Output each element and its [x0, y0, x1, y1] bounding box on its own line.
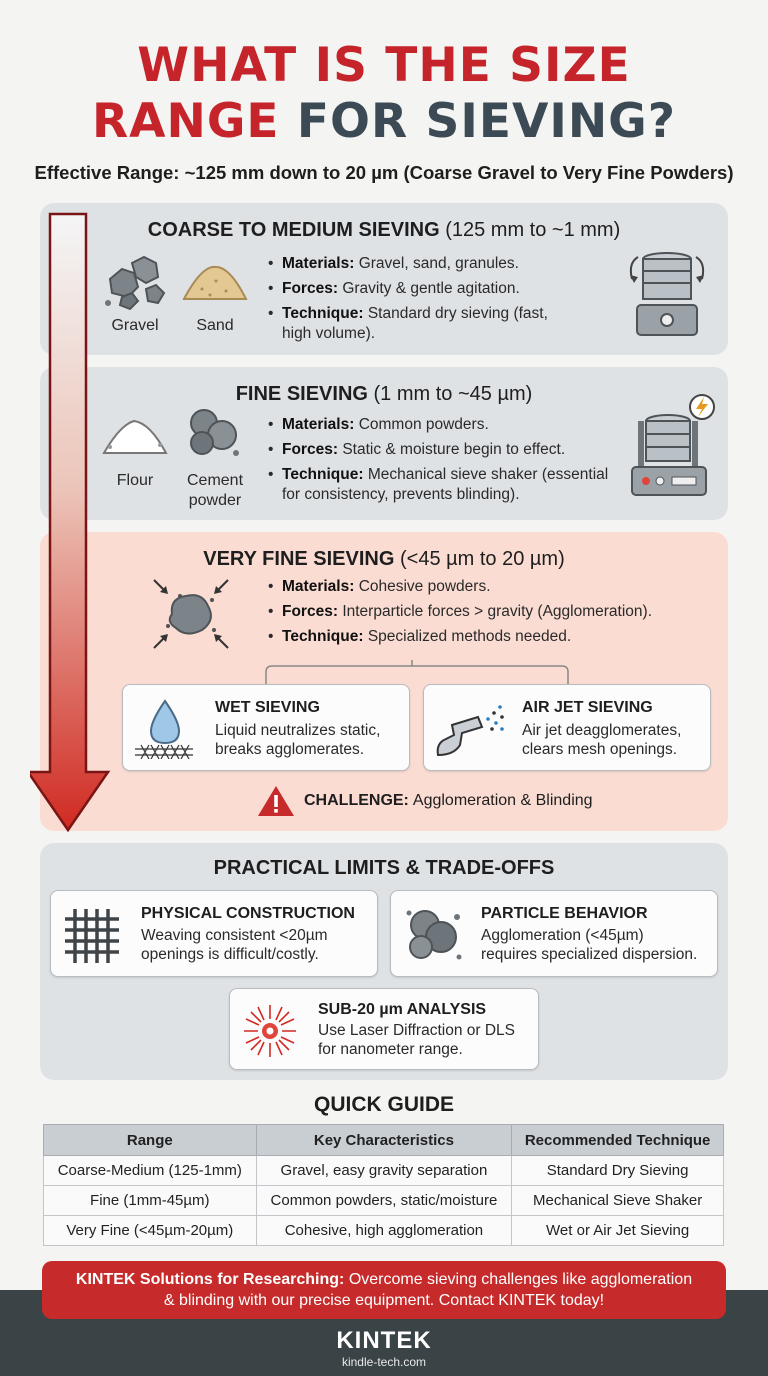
- coarse-title-bold: COARSE TO MEDIUM SIEVING: [147, 219, 440, 241]
- table-row: [44, 1186, 724, 1216]
- cement-label-line1: Cement: [186, 472, 244, 489]
- cement-powder-icon: [186, 407, 244, 459]
- air-gun-icon: [432, 699, 508, 759]
- very-fine-title: [40, 548, 728, 571]
- coarse-title: [40, 219, 728, 242]
- wet-sieving-desc: [215, 721, 380, 759]
- fine-bullet-forces: • Forces: Static & moisture begin to effect.: [268, 440, 628, 460]
- table-cell: Common powders, static/moisture: [256, 1186, 512, 1216]
- table-cell: Standard Dry Sieving: [512, 1156, 724, 1186]
- particle-cluster-icon: [403, 907, 465, 963]
- cement-label-line2: powder: [188, 492, 242, 509]
- very-fine-bullet-forces: • Forces: Interparticle forces > gravity (Agglomeration).: [268, 602, 708, 622]
- title-line2-dark: FOR SIEVING?: [296, 94, 677, 149]
- limits-title: PRACTICAL LIMITS & TRADE-OFFS: [213, 857, 555, 879]
- cta-text1: Overcome sieving challenges like agglomeration: [348, 1271, 693, 1288]
- coarse-bullet-technique: • Technique: Standard dry sieving (fast, high volume).: [268, 304, 568, 344]
- sieve-stack-icon: [624, 249, 710, 341]
- fine-bullet-materials: • Materials: Common powders.: [268, 415, 628, 435]
- coarse-panel: [40, 203, 728, 355]
- cta-bold: KINTEK Solutions for Researching:: [75, 1271, 345, 1288]
- air-jet-sieving-desc-line1: Air jet deagglomerates,: [522, 722, 682, 739]
- water-drop-mesh-icon: [133, 699, 195, 759]
- sub20-analysis-desc-line2: for nanometer range.: [318, 1041, 463, 1058]
- wet-sieving-card: [122, 684, 410, 771]
- agglomerate-icon: [150, 576, 232, 652]
- table-row: [44, 1216, 724, 1246]
- table-cell: Cohesive, high agglomeration: [256, 1216, 512, 1246]
- size-gradient-arrow: [30, 212, 114, 834]
- particle-behavior-desc-line1: Agglomeration (<45µm): [481, 927, 644, 944]
- very-fine-title-range: (<45 µm to 20 µm): [399, 548, 565, 570]
- challenge-note: [256, 784, 593, 818]
- gravel-label: Gravel: [111, 317, 159, 334]
- flour-label: Flour: [116, 472, 154, 489]
- laser-icon: [242, 1003, 298, 1059]
- sub20-analysis-desc: [318, 1021, 515, 1059]
- quick-guide-table: [43, 1124, 724, 1246]
- sub20-analysis-title: SUB-20 µm ANALYSIS: [318, 1001, 487, 1018]
- coarse-bullet-materials: • Materials: Gravel, sand, granules.: [268, 254, 568, 274]
- table-row: [44, 1156, 724, 1186]
- cta-text2: & blinding with our precise equipment. Contact KINTEK today!: [163, 1292, 605, 1309]
- wet-sieving-title: WET SIEVING: [215, 699, 320, 716]
- air-jet-sieving-desc: [522, 721, 681, 759]
- air-jet-sieving-card: [423, 684, 711, 771]
- particle-behavior-card: [390, 890, 718, 977]
- table-cell: Mechanical Sieve Shaker: [512, 1186, 724, 1216]
- warning-icon: [256, 784, 296, 818]
- challenge-label: CHALLENGE:: [304, 792, 409, 809]
- physical-construction-desc: [141, 926, 328, 964]
- fine-bullet-technique: • Technique: Mechanical sieve shaker (essential for consistency, prevents blinding).: [268, 465, 628, 505]
- physical-construction-desc-line2: openings is difficult/costly.: [141, 946, 319, 963]
- quick-guide-title: QUICK GUIDE: [313, 1093, 454, 1116]
- table-cell: Fine (1mm-45µm): [44, 1186, 257, 1216]
- branch-connector: [260, 660, 580, 686]
- fine-panel: [40, 367, 728, 520]
- fine-title-range: (1 mm to ~45 µm): [373, 383, 533, 405]
- table-cell: Wet or Air Jet Sieving: [512, 1216, 724, 1246]
- air-jet-sieving-title: AIR JET SIEVING: [522, 699, 653, 716]
- page-title: [0, 38, 768, 150]
- table-cell: Very Fine (<45µm-20µm): [44, 1216, 257, 1246]
- very-fine-bullets: [268, 577, 708, 652]
- particle-behavior-desc: [481, 926, 697, 964]
- very-fine-title-bold: VERY FINE SIEVING: [203, 548, 395, 570]
- subtitle: Effective Range: ~125 mm down to 20 µm (Coarse Gravel to Very Fine Powders): [34, 162, 734, 183]
- table-header-range: Range: [44, 1125, 257, 1156]
- wet-sieving-desc-line1: Liquid neutralizes static,: [215, 722, 381, 739]
- very-fine-bullet-technique: • Technique: Specialized methods needed.: [268, 627, 708, 647]
- sub20-analysis-desc-line1: Use Laser Diffraction or DLS: [318, 1022, 515, 1039]
- table-header-characteristics: Key Characteristics: [256, 1125, 512, 1156]
- table-header-row: [44, 1125, 724, 1156]
- cta-banner[interactable]: [42, 1261, 726, 1319]
- sub20-analysis-card: [229, 988, 539, 1070]
- physical-construction-card: [50, 890, 378, 977]
- brand-logo[interactable]: KINTEK: [336, 1327, 432, 1354]
- physical-construction-title: PHYSICAL CONSTRUCTION: [141, 905, 355, 922]
- wet-sieving-desc-line2: breaks agglomerates.: [215, 741, 365, 758]
- brand-url[interactable]: kindle-tech.com: [341, 1355, 427, 1369]
- fine-title-bold: FINE SIEVING: [235, 383, 368, 405]
- coarse-bullet-forces: • Forces: Gravity & gentle agitation.: [268, 279, 568, 299]
- table-cell: Coarse-Medium (125-1mm): [44, 1156, 257, 1186]
- sand-icon: [182, 261, 248, 305]
- title-line2-red: RANGE: [91, 94, 280, 149]
- particle-behavior-title: PARTICLE BEHAVIOR: [481, 905, 648, 922]
- challenge-text: Agglomeration & Blinding: [412, 792, 593, 809]
- very-fine-bullet-materials: • Materials: Cohesive powders.: [268, 577, 708, 597]
- physical-construction-desc-line1: Weaving consistent <20µm: [141, 927, 328, 944]
- table-header-technique: Recommended Technique: [512, 1125, 724, 1156]
- sand-label: Sand: [196, 317, 234, 334]
- fine-title: [40, 383, 728, 406]
- mesh-grid-icon: [63, 907, 121, 965]
- cement-label: [176, 471, 254, 511]
- coarse-bullets: [268, 254, 568, 349]
- fine-bullets: [268, 415, 628, 510]
- coarse-title-range: (125 mm to ~1 mm): [445, 219, 621, 241]
- sieve-shaker-icon: [628, 391, 718, 503]
- table-cell: Gravel, easy gravity separation: [256, 1156, 512, 1186]
- air-jet-sieving-desc-line2: clears mesh openings.: [522, 741, 678, 758]
- title-line1: WHAT IS THE SIZE: [137, 38, 631, 93]
- particle-behavior-desc-line2: requires specialized dispersion.: [481, 946, 698, 963]
